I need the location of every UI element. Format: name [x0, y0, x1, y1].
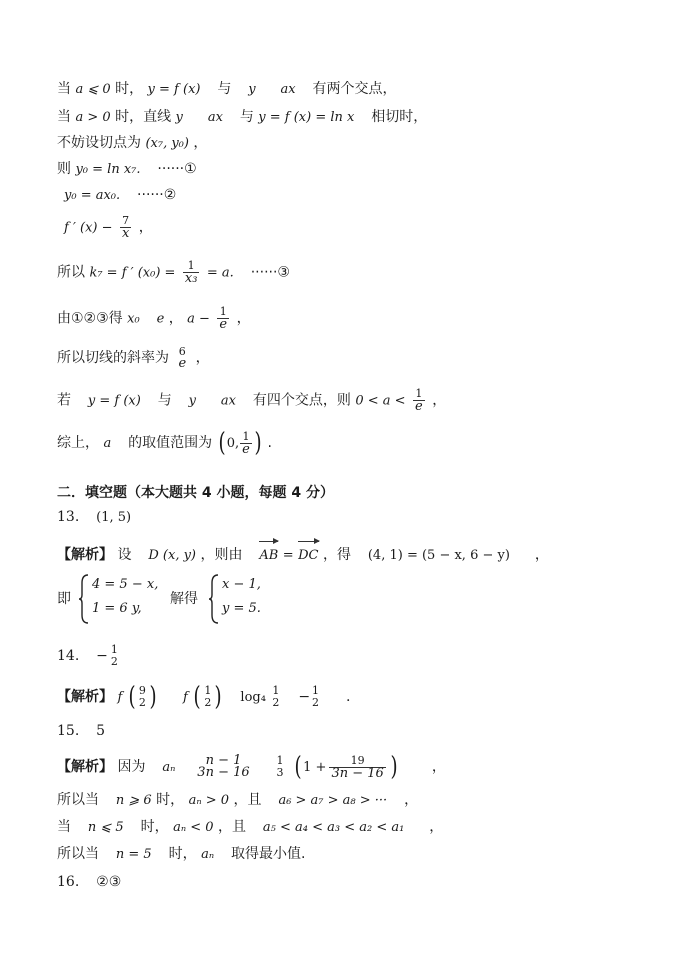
q13-answer-line	[57, 508, 131, 527]
math: a −	[187, 311, 210, 327]
math: y	[188, 393, 196, 409]
denominator: x₃	[184, 271, 198, 286]
math: 0,	[226, 436, 240, 451]
text: .	[267, 435, 272, 451]
math: log₄	[240, 690, 266, 705]
text: 时，	[156, 792, 185, 808]
question-number: 13.	[57, 509, 80, 525]
denominator: 2	[110, 655, 118, 668]
denominator: 3	[276, 766, 284, 779]
text: 与	[217, 81, 232, 97]
math: ax	[207, 110, 223, 125]
answer: (1, 5)	[96, 510, 132, 525]
math: (x₇, y₀)	[145, 136, 189, 151]
solution-line-8	[57, 306, 251, 331]
period: .	[345, 689, 351, 705]
text: ，	[534, 547, 549, 563]
numerator: 1	[312, 684, 320, 697]
text: 相切时，	[371, 109, 428, 125]
text: ，	[195, 350, 210, 366]
numerator: 1	[240, 431, 252, 444]
solution-line-3	[57, 134, 207, 153]
math: aₙ	[162, 760, 176, 775]
right-paren: )	[254, 428, 262, 458]
text: 时，	[168, 846, 197, 862]
denominator: e	[242, 441, 250, 457]
fraction	[195, 755, 251, 779]
numerator: 1	[272, 684, 280, 697]
text: 的取值范围为	[128, 435, 213, 451]
equation: 1 = 6 y,	[92, 601, 142, 616]
text: 所以切线的斜率为	[57, 350, 169, 366]
fraction	[217, 306, 229, 331]
q16-answer-line	[57, 873, 121, 891]
left-paren: (	[128, 682, 136, 712]
numerator: 1	[276, 754, 284, 767]
numerator: 19	[329, 755, 385, 768]
left-brace-icon	[78, 573, 90, 625]
fraction	[202, 685, 213, 709]
vector-arrow	[298, 541, 318, 548]
vector-label: DC	[298, 548, 319, 563]
math: y₀ = ln x₇.	[75, 162, 141, 177]
text: 时，直线	[115, 109, 172, 125]
text: 则	[57, 161, 71, 177]
q15-line-4	[57, 845, 305, 864]
fraction	[176, 346, 188, 370]
math: aₙ > 0	[188, 793, 230, 808]
denominator: 2	[272, 696, 280, 709]
math: a₆ > a₇ > a₈ > ···	[278, 793, 388, 808]
analysis-label: 【解析】	[57, 759, 113, 775]
solution-line-2	[57, 108, 427, 127]
text: ，	[236, 310, 251, 327]
q15-answer-line	[57, 722, 105, 740]
math: = a.	[206, 265, 234, 281]
math: y = f (x) = ln x	[258, 110, 355, 125]
q13-system-line	[57, 590, 71, 608]
left-paren: (	[218, 428, 226, 458]
text: 由①②③得	[57, 310, 123, 327]
fraction	[329, 755, 385, 780]
fraction	[120, 215, 131, 240]
math: a₅ < a₄ < a₃ < a₂ < a₁	[262, 820, 405, 835]
denominator: e	[219, 317, 228, 332]
right-paren: )	[214, 682, 222, 712]
text: ，	[429, 819, 444, 835]
numerator: 6	[178, 345, 186, 358]
text: 综上，	[57, 435, 99, 451]
vector-arrow	[259, 541, 278, 548]
numerator: n − 1	[205, 753, 242, 768]
denominator: 3n − 16	[331, 765, 384, 781]
section-title: 二．填空题（本大题共 4 小题，每题 4 分）	[57, 485, 334, 501]
question-number: 15.	[57, 723, 80, 739]
q13-analysis-line	[57, 543, 549, 565]
numerator: 1	[217, 306, 229, 319]
analysis-label: 【解析】	[57, 547, 113, 563]
right-paren: )	[149, 682, 157, 712]
text: 当	[57, 81, 71, 97]
fraction	[183, 260, 200, 285]
text: 解得	[170, 591, 198, 607]
minus-sign: −	[298, 689, 311, 705]
denominator: 2	[138, 696, 146, 709]
text: 所以当	[57, 792, 99, 808]
math: a	[103, 436, 112, 451]
math: y	[248, 82, 256, 97]
text: ，	[193, 135, 208, 151]
denominator: x	[121, 226, 130, 241]
text: 设	[117, 547, 132, 563]
answer: 5	[96, 723, 106, 739]
math: n ⩾ 6	[115, 793, 152, 808]
text: ，且	[217, 819, 246, 835]
text: ······①	[157, 161, 197, 177]
text: 所以当	[57, 846, 99, 862]
minus-sign: −	[96, 648, 108, 664]
solution-line-1	[57, 80, 397, 99]
q15-line-2	[57, 791, 418, 810]
left-paren: (	[294, 752, 302, 782]
numerator: 9	[138, 684, 146, 697]
math: ax	[280, 82, 296, 97]
text: ，	[431, 759, 446, 775]
text: 有四个交点，则	[252, 392, 351, 409]
text: ······②	[137, 187, 177, 203]
text: 与	[157, 392, 172, 409]
text: ，得	[322, 547, 351, 563]
answer: ②③	[96, 874, 122, 890]
text: ，且	[233, 792, 262, 808]
math: n ⩽ 5	[87, 820, 124, 835]
equation: x − 1,	[222, 577, 261, 592]
equals: =	[282, 548, 294, 563]
math: 1 +	[303, 760, 327, 775]
numerator: 1	[183, 260, 200, 273]
q14-analysis-line	[57, 684, 350, 710]
text: 所以	[57, 264, 85, 281]
denominator: 3n − 16	[197, 765, 250, 780]
math: D (x, y)	[148, 548, 196, 563]
fraction	[310, 685, 321, 709]
text: 有两个交点，	[312, 81, 397, 97]
q13-solve-label	[170, 590, 198, 608]
math: k₇ = f ′ (x₀) =	[89, 265, 176, 281]
denominator: e	[415, 399, 423, 414]
text: 因为	[117, 759, 146, 775]
solution-line-10	[57, 388, 446, 413]
math: a > 0	[75, 110, 111, 125]
denominator: 2	[312, 696, 320, 709]
text: 若	[57, 392, 71, 409]
math: x₀	[127, 311, 140, 327]
solution-line-4	[57, 160, 197, 179]
equation: y = 5.	[222, 601, 261, 616]
math: f ′ (x) −	[64, 220, 113, 236]
text: 不妨设切点为	[57, 135, 141, 151]
math: n = 5	[115, 847, 152, 862]
right-paren: )	[390, 752, 398, 782]
solution-line-11	[57, 430, 272, 456]
analysis-label: 【解析】	[57, 689, 113, 705]
text: ，	[168, 310, 183, 327]
math: y	[175, 110, 183, 125]
vector-ab	[259, 543, 278, 565]
text: ，	[404, 792, 419, 808]
math: 0 < a <	[355, 393, 406, 409]
math: (4, 1) = (5 − x, 6 − y)	[367, 548, 510, 563]
math: aₙ < 0	[173, 820, 214, 835]
math: y₀ = ax₀.	[64, 188, 121, 203]
numerator: 1	[413, 388, 425, 401]
math: ax	[220, 393, 236, 409]
text: 时，	[115, 81, 144, 97]
text: ······③	[250, 264, 290, 281]
text: 当	[57, 109, 71, 125]
text: 当	[57, 819, 71, 835]
text: 取得最小值.	[231, 846, 306, 862]
q14-answer-line	[57, 644, 123, 668]
text: ，则由	[200, 547, 243, 563]
text: ，	[432, 392, 447, 409]
vector-dc	[298, 543, 318, 565]
q15-analysis-line	[57, 754, 446, 780]
numerator: 1	[204, 684, 212, 697]
text: 即	[57, 591, 71, 607]
vector-label: AB	[259, 548, 279, 563]
fraction	[137, 685, 148, 709]
question-number: 16.	[57, 874, 80, 890]
fraction	[413, 388, 425, 413]
equation: 4 = 5 − x,	[92, 577, 159, 592]
fraction	[270, 685, 281, 709]
solution-line-5	[64, 186, 176, 205]
math: y = f (x)	[87, 393, 141, 409]
math: e	[156, 311, 165, 327]
text: ，	[138, 219, 153, 236]
math: a ⩽ 0	[75, 82, 111, 97]
math: aₙ	[201, 847, 215, 862]
denominator: e	[178, 356, 187, 371]
numerator: 7	[120, 215, 131, 228]
solution-line-6	[64, 215, 153, 240]
left-paren: (	[193, 682, 201, 712]
fraction	[240, 431, 252, 456]
q15-line-3	[57, 818, 443, 837]
solution-line-9	[57, 346, 210, 370]
question-number: 14.	[57, 648, 80, 664]
left-brace-icon	[208, 573, 220, 625]
text: 与	[239, 109, 254, 125]
math: f	[182, 690, 188, 705]
solution-line-7	[57, 260, 290, 285]
math: y = f (x)	[147, 82, 201, 97]
answer-fraction	[109, 644, 120, 668]
numerator: 1	[110, 643, 118, 656]
denominator: 2	[204, 696, 212, 709]
fraction	[275, 755, 286, 779]
text: 时，	[140, 819, 169, 835]
math: f	[117, 690, 123, 705]
